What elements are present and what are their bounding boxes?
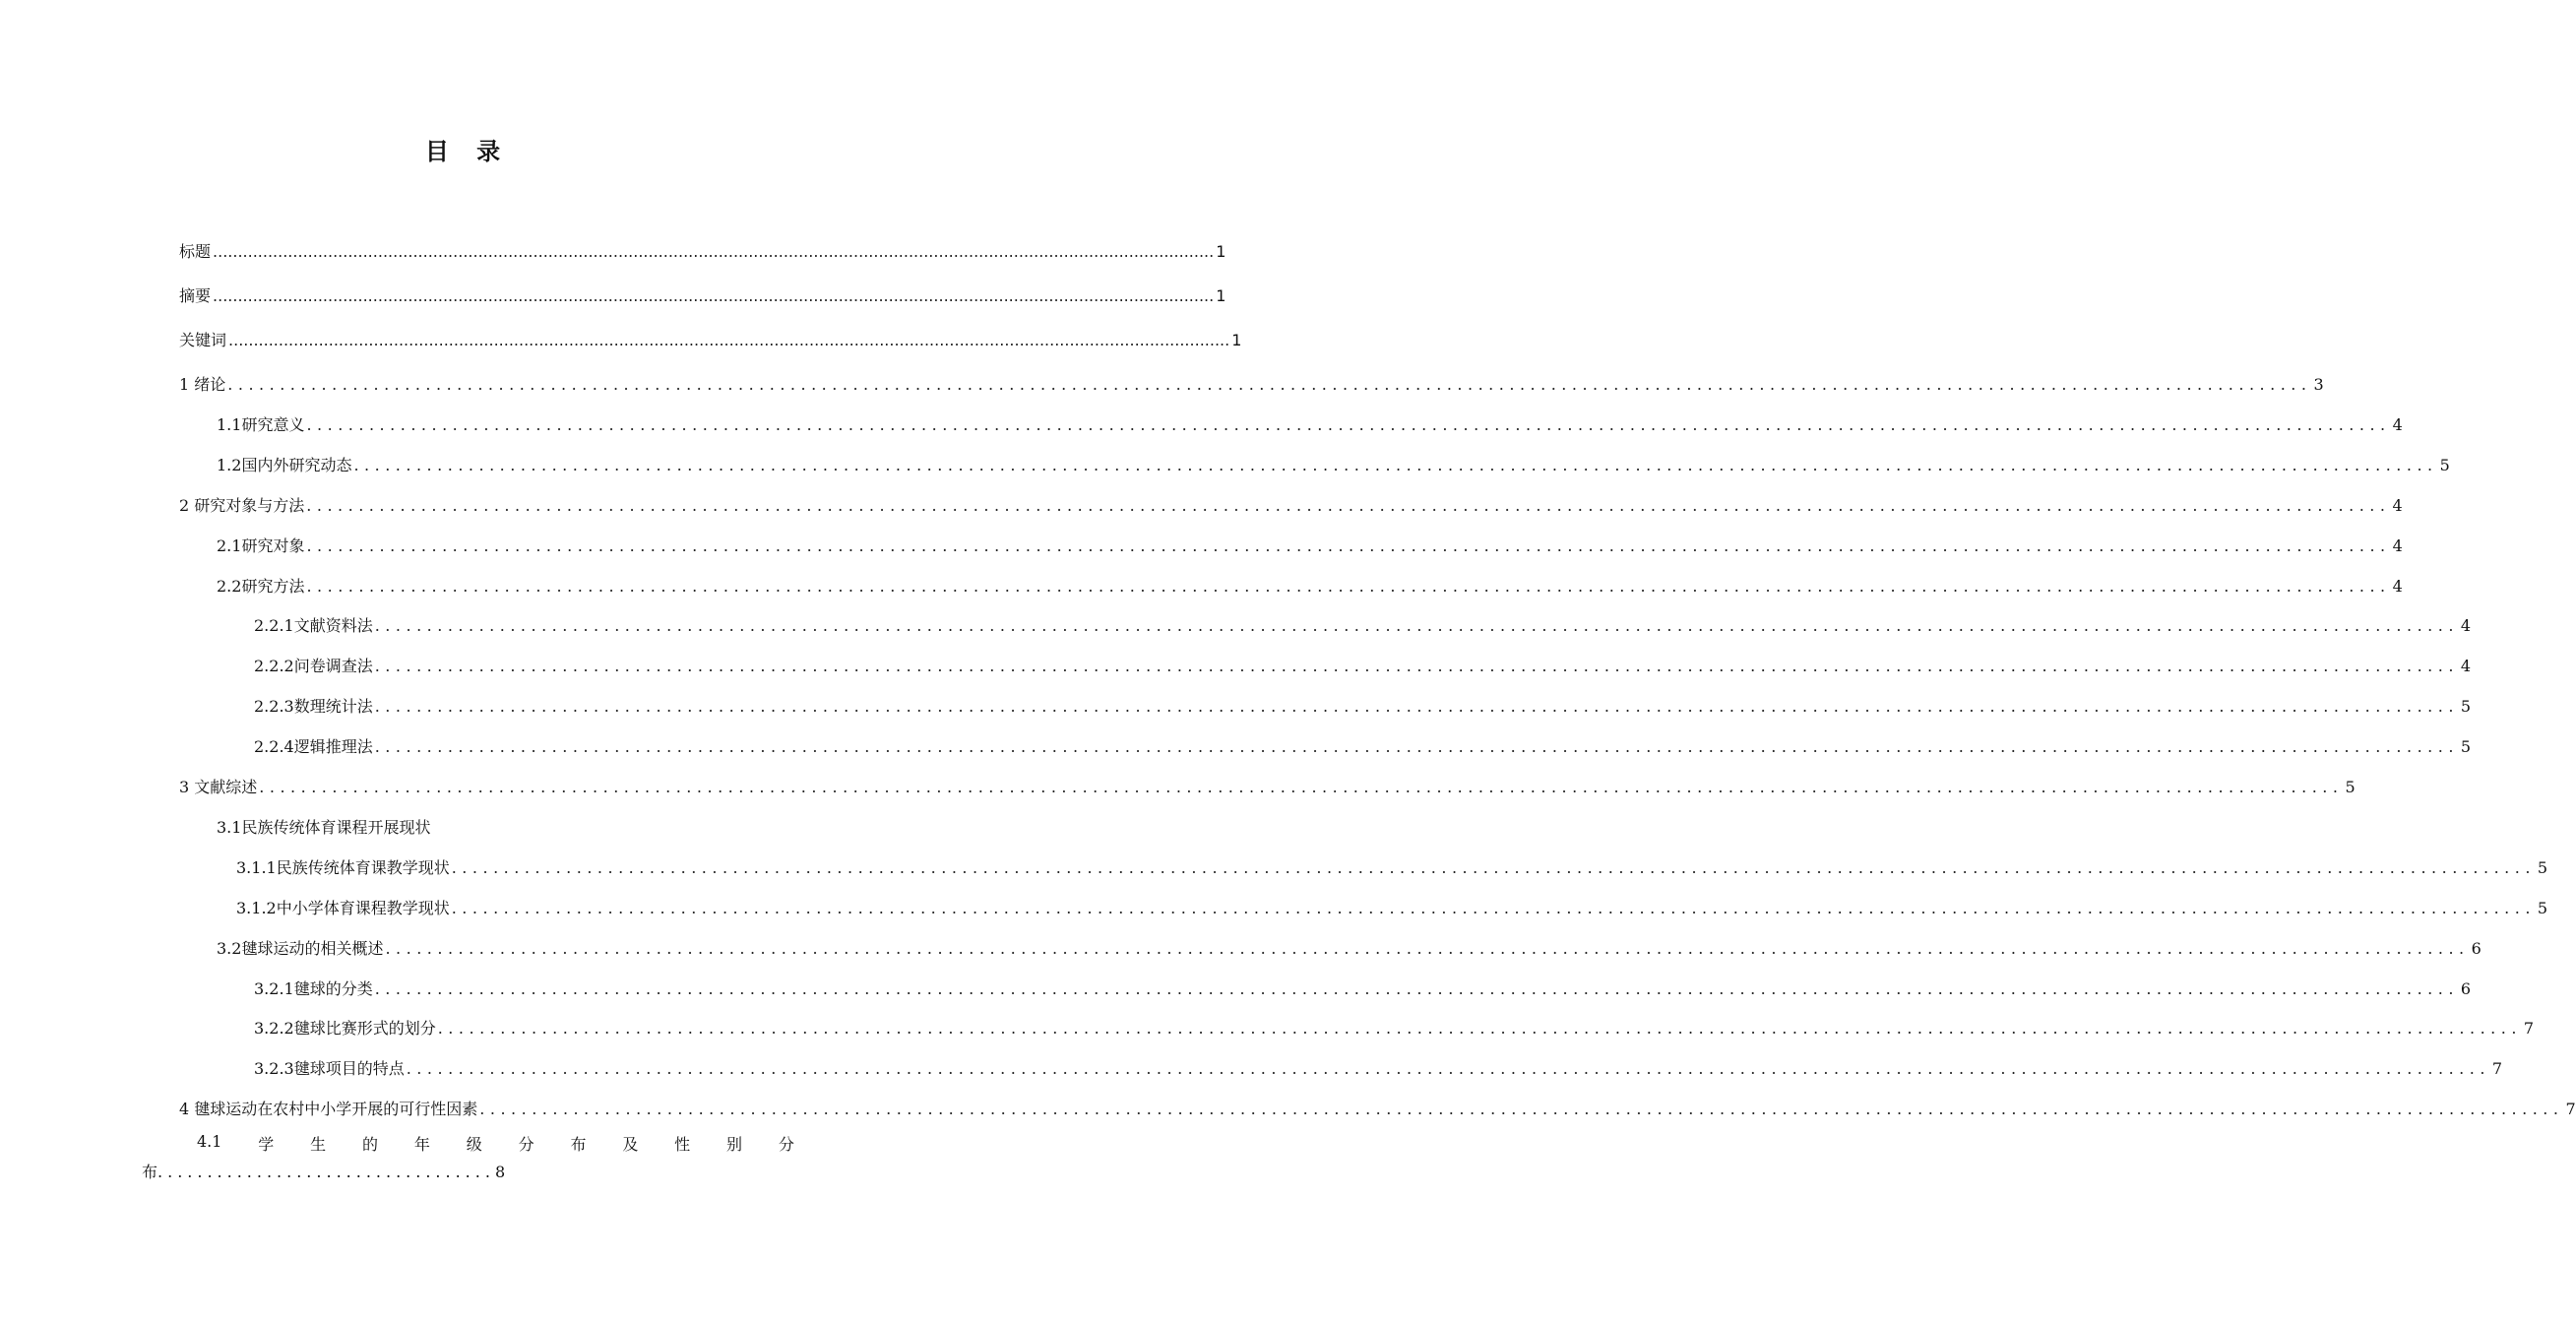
toc-page-number: 1 (1231, 331, 1242, 349)
toc-page-number: 4 (2392, 536, 2403, 555)
toc-leader-dots: ........................................................................................................................................................................................................ (228, 331, 1230, 349)
toc-entry-label: 3 文献综述 (179, 778, 258, 796)
toc-page-number: 4 (2460, 657, 2472, 675)
toc-entry-char: 分 (518, 1135, 534, 1154)
toc-page-number: 1 (1216, 242, 1226, 261)
toc-entry-label: 3.2.2毽球比赛形式的划分 (254, 1019, 436, 1038)
toc-leader-dots: ........................................................................................................................................................................................................ (213, 286, 1215, 305)
toc-entry-char: 的 (362, 1135, 379, 1154)
toc-entry-char: 及 (622, 1135, 639, 1154)
toc-page-number: 5 (2460, 697, 2472, 716)
toc-entry-label: 3.2.1毽球的分类 (254, 979, 373, 998)
toc-entry-label: 2.2.1文献资料法 (254, 616, 373, 635)
toc-leader-dots: ........................................................................................................................................................................................................ (306, 496, 2391, 515)
toc-entry-label: 2.2.3数理统计法 (254, 697, 373, 716)
toc-entry[interactable] (179, 371, 2324, 395)
toc-entry[interactable] (217, 935, 2482, 959)
toc-entry[interactable] (254, 612, 2472, 636)
toc-entry[interactable] (254, 1055, 2503, 1079)
toc-page-number: 5 (2345, 778, 2356, 796)
toc-leader-dots: ........................................................................................................................................................................................................ (437, 1019, 2522, 1038)
toc-page-number: 7 (2565, 1100, 2576, 1118)
toc-entry-char: 性 (674, 1135, 691, 1154)
toc-page-number: 7 (2523, 1019, 2535, 1038)
toc-leader-dots: ........................................................................................................................................................................................................ (259, 778, 2344, 796)
toc-entry[interactable] (179, 1096, 2576, 1119)
toc-entry[interactable] (236, 895, 2548, 918)
toc-entry[interactable] (217, 533, 2403, 556)
toc-entry[interactable] (179, 774, 2356, 797)
toc-entry-char: 学 (258, 1135, 275, 1154)
toc-leader-dots: ........................................................................................................................................................................................................ (374, 737, 2459, 756)
toc-entry-label: 2.1研究对象 (217, 536, 305, 555)
toc-page-number: 4 (2460, 616, 2472, 635)
toc-entry[interactable] (217, 411, 2403, 435)
toc-leader-dots: ........................................................................................................................................................................................................ (451, 899, 2536, 917)
toc-entry-char: 布 (570, 1135, 587, 1154)
toc-entry-char: 分 (778, 1135, 794, 1154)
toc-leader-dots: ........................................................................................................................................................................................................ (306, 415, 2391, 434)
toc-entry[interactable] (179, 283, 1226, 306)
toc-entry-label: 3.2毽球运动的相关概述 (217, 939, 384, 958)
toc-entry-label: 3.1民族传统体育课程开展现状 (217, 818, 431, 837)
toc-leader-dots: ........................................................................................................................................................................................................ (306, 577, 2391, 596)
toc-leader-dots: ........................................................................................................................................................................................................ (374, 616, 2459, 635)
toc-page-number: 5 (2537, 899, 2548, 917)
toc-entry-char: 年 (413, 1135, 430, 1154)
toc-leader-dots: ........................................................................................................................................................................................................ (479, 1100, 2564, 1118)
toc-leader-dots: ........................................................................................................................................................................................................ (451, 858, 2536, 877)
toc-entry[interactable] (217, 573, 2403, 597)
toc-entry[interactable] (254, 976, 2472, 999)
toc-entry-char: 别 (726, 1135, 743, 1154)
toc-entry-label: 4 毽球运动在农村中小学开展的可行性因素 (179, 1100, 478, 1118)
toc-entry[interactable] (254, 733, 2472, 757)
toc-entry-char: 级 (466, 1135, 482, 1154)
toc-entry[interactable] (254, 653, 2472, 676)
toc-page-number: 8 (494, 1163, 506, 1181)
toc-entry[interactable] (179, 492, 2403, 516)
toc-page-number: 5 (2537, 858, 2548, 877)
toc-page-number: 4 (2392, 577, 2403, 596)
toc-entry-label: 标题 (179, 242, 212, 261)
toc-entry-label: 3.1.1民族传统体育课教学现状 (236, 858, 450, 877)
toc-entry[interactable] (179, 327, 1242, 350)
toc-leader-dots: ........................................................................................................................................................................................................ (385, 939, 2470, 958)
toc-entry-label: 布 (142, 1163, 158, 1181)
toc-leader-dots: ........................................................................................................................................................................................................ (374, 979, 2459, 998)
toc-entry[interactable] (236, 854, 2548, 878)
toc-entry[interactable] (254, 1015, 2535, 1039)
toc-page-number: 4 (2392, 415, 2403, 434)
toc-page-number: 3 (2313, 375, 2324, 394)
toc-entry[interactable] (217, 814, 794, 838)
toc-entry-4-1-wrap (142, 1160, 505, 1182)
toc-entry[interactable] (254, 693, 2472, 717)
toc-leader-dots: .................................. (157, 1163, 495, 1181)
toc-entry-label: 1 绪论 (179, 375, 226, 394)
toc-entry-label: 1.2国内外研究动态 (217, 456, 352, 474)
toc-entry[interactable] (179, 238, 1226, 262)
toc-entry-label: 关键词 (179, 331, 227, 349)
toc-page-number: 6 (2471, 939, 2482, 958)
toc-page-number: 1 (1216, 286, 1226, 305)
toc-entry[interactable] (217, 452, 2450, 475)
toc-leader-dots: ........................................................................................................................................................................................................ (353, 456, 2438, 474)
toc-leader-dots: ........................................................................................................................................................................................................ (374, 697, 2459, 716)
toc-entry-label: 3.1.2中小学体育课程教学现状 (236, 899, 450, 917)
toc-page-number: 5 (2439, 456, 2450, 474)
toc-page-number: 6 (2460, 979, 2472, 998)
toc-leader-dots: ........................................................................................................................................................................................................ (227, 375, 2312, 394)
toc-entry-4-1-spread (197, 1132, 794, 1156)
toc-page-number: 4 (2392, 496, 2403, 515)
toc-entry-char: 4.1 (197, 1132, 222, 1151)
toc-entry-label: 2 研究对象与方法 (179, 496, 305, 515)
toc-entry-label: 摘要 (179, 286, 212, 305)
toc-leader-dots: ........................................................................................................................................................................................................ (406, 1059, 2490, 1078)
toc-entry-label: 2.2.2问卷调查法 (254, 657, 373, 675)
toc-leader-dots: ........................................................................................................................................................................................................ (374, 657, 2459, 675)
toc-entry-label: 2.2研究方法 (217, 577, 305, 596)
toc-leader-dots: ........................................................................................................................................................................................................ (306, 536, 2391, 555)
toc-leader-dots: ........................................................................................................................................................................................................ (213, 242, 1215, 261)
toc-entry-char: 生 (310, 1135, 327, 1154)
toc-page-number: 5 (2460, 737, 2472, 756)
toc-entry-label: 2.2.4逻辑推理法 (254, 737, 373, 756)
toc-title: 目 录 (424, 138, 511, 165)
toc-entry-label: 3.2.3毽球项目的特点 (254, 1059, 405, 1078)
toc-entry-label: 1.1研究意义 (217, 415, 305, 434)
toc-page-number: 7 (2491, 1059, 2503, 1078)
